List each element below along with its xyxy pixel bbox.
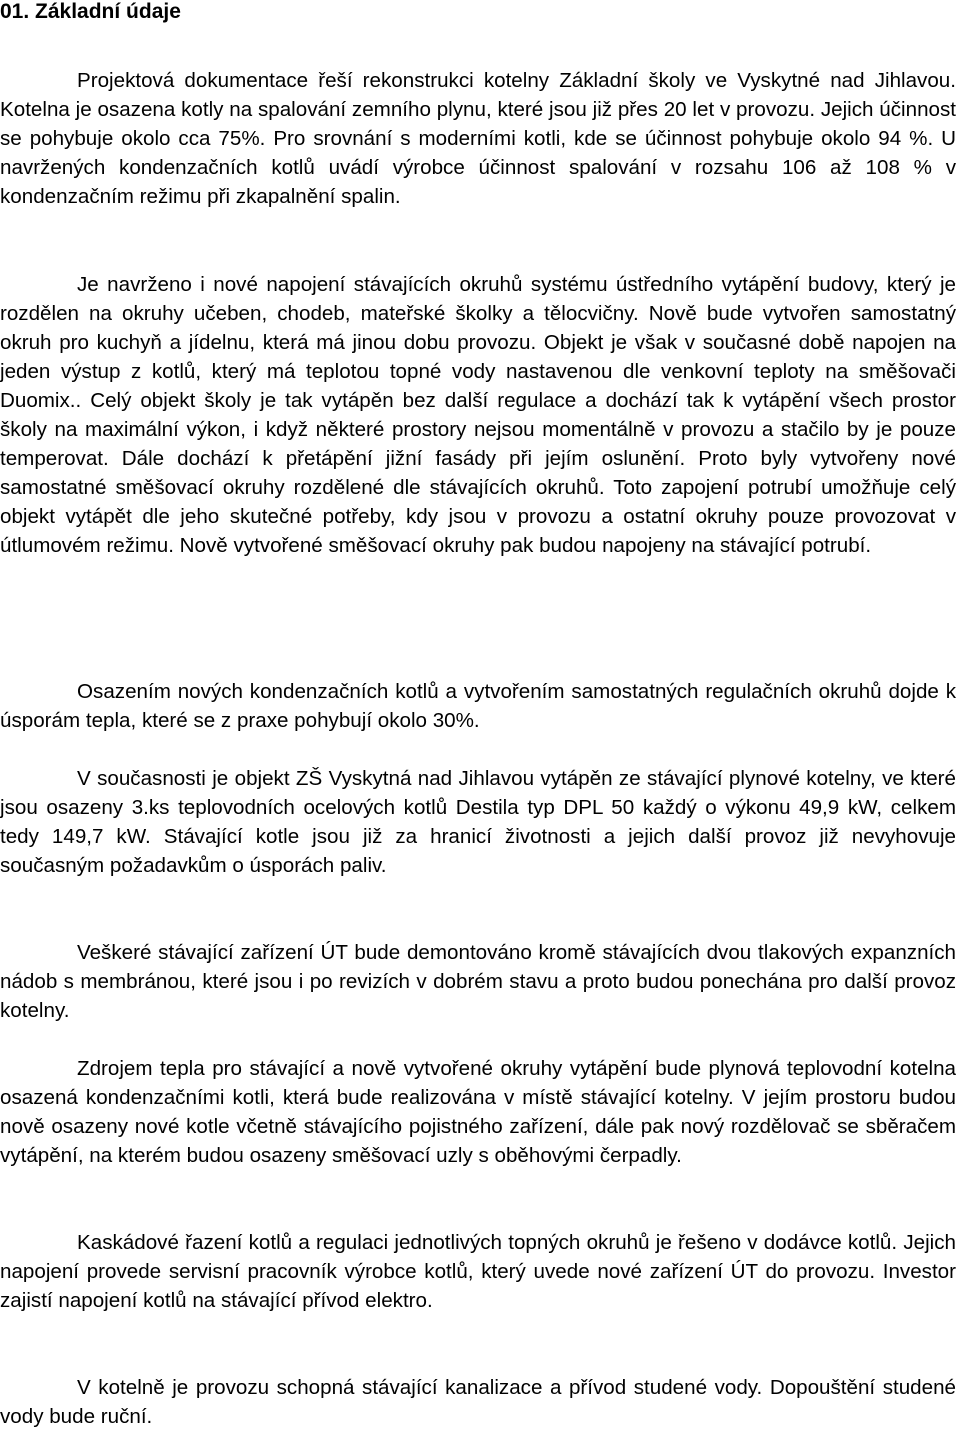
- paragraph-current-state: V současnosti je objekt ZŠ Vyskytná nad Jihlavou vytápěn ze stávající plynové kotelny, ve které jsou osazeny 3.ks teplovodních ocelových kotlů Destila typ DPL 50 každý o výkonu 49,9 kW, celkem tedy 149,7 kW. Stávající kotle jsou již za hranicí životnosti a jejich další provoz již nevyhovuje současným požadavkům o úsporách paliv.: [0, 767, 956, 877]
- paragraph-heat-source: Zdrojem tepla pro stávající a nově vytvořené okruhy vytápění bude plynová teplovodní kotelna osazená kondenzačními kotli, která bude realizována v místě stávající kotelny. V jejím prostoru budou nově osazeny nové kotle včetně stávajícího pojistného zařízení, dále pak nový rozdělovač se sběračem vytápění, na kterém budou osazeny směšovací uzly s oběhovými čerpadly.: [0, 1057, 956, 1167]
- paragraph-cascade-control: Kaskádové řazení kotlů a regulaci jednotlivých topných okruhů je řešeno v dodávce kotlů. Jejich napojení provede servisní pracovník výrobce kotlů, který uvede nové zařízení ÚT do provozu. Investor zajistí napojení kotlů na stávající přívod elektro.: [0, 1231, 956, 1312]
- paragraph-dismantling: Veškeré stávající zařízení ÚT bude demontováno kromě stávajících dvou tlakových expanzních nádob s membránou, které jsou i po revizích v dobrém stavu a proto budou ponechána pro další provoz kotelny.: [0, 941, 956, 1022]
- paragraph-savings: Osazením nových kondenzačních kotlů a vytvořením samostatných regulačních okruhů dojde k úsporám tepla, které se z praxe pohybují okolo 30%.: [0, 680, 956, 732]
- section-heading: 01. Základní údaje: [0, 0, 181, 23]
- paragraph-heating-circuits: Je navrženo i nové napojení stávajících okruhů systému ústředního vytápění budovy, který je rozdělen na okruhy učeben, chodeb, mateřské školky a tělocvičny. Nově bude vytvořen samostatný okruh pro kuchyň a jídelnu, která má jinou dobu provozu. Objekt je však v současné době napojen na jeden výstup z kotlů, který má teplotou topné vody nastavenou dle venkovní teploty na směšovači Duomix.. Celý objekt školy je tak vytápěn bez další regulace a dochází tak k vytápění všech prostor školy na maximální výkon, i když některé prostory nejsou momentálně v provozu a stačilo by je pouze temperovat. Dále dochází k přetápění jižní fasády při jejím oslunění. Proto byly vytvořeny nové samostatné směšovací okruhy rozdělené dle stávajících okruhů. Toto zapojení potrubí umožňuje celý objekt vytápět dle jeho skutečné potřeby, kdy jsou v provozu a ostatní okruhy pouze provozovat v útlumovém režimu. Nově vytvořené směšovací okruhy pak budou napojeny na stávající potrubí.: [0, 273, 956, 557]
- paragraph-water-supply: V kotelně je provozu schopná stávající kanalizace a přívod studené vody. Dopouštění studené vody bude ruční.: [0, 1376, 956, 1428]
- paragraph-project-overview: Projektová dokumentace řeší rekonstrukci kotelny Základní školy ve Vyskytné nad Jihlavou. Kotelna je osazena kotly na spalování zemního plynu, které jsou již přes 20 let v provozu. Jejich účinnost se pohybuje okolo cca 75%. Pro srovnání s moderními kotli, kde se účinnost pohybuje okolo 94 %. U navržených kondenzačních kotlů uvádí výrobce účinnost spalování v rozsahu 106 až 108 % v kondenzačním režimu při zkapalnění spalin.: [0, 69, 956, 208]
